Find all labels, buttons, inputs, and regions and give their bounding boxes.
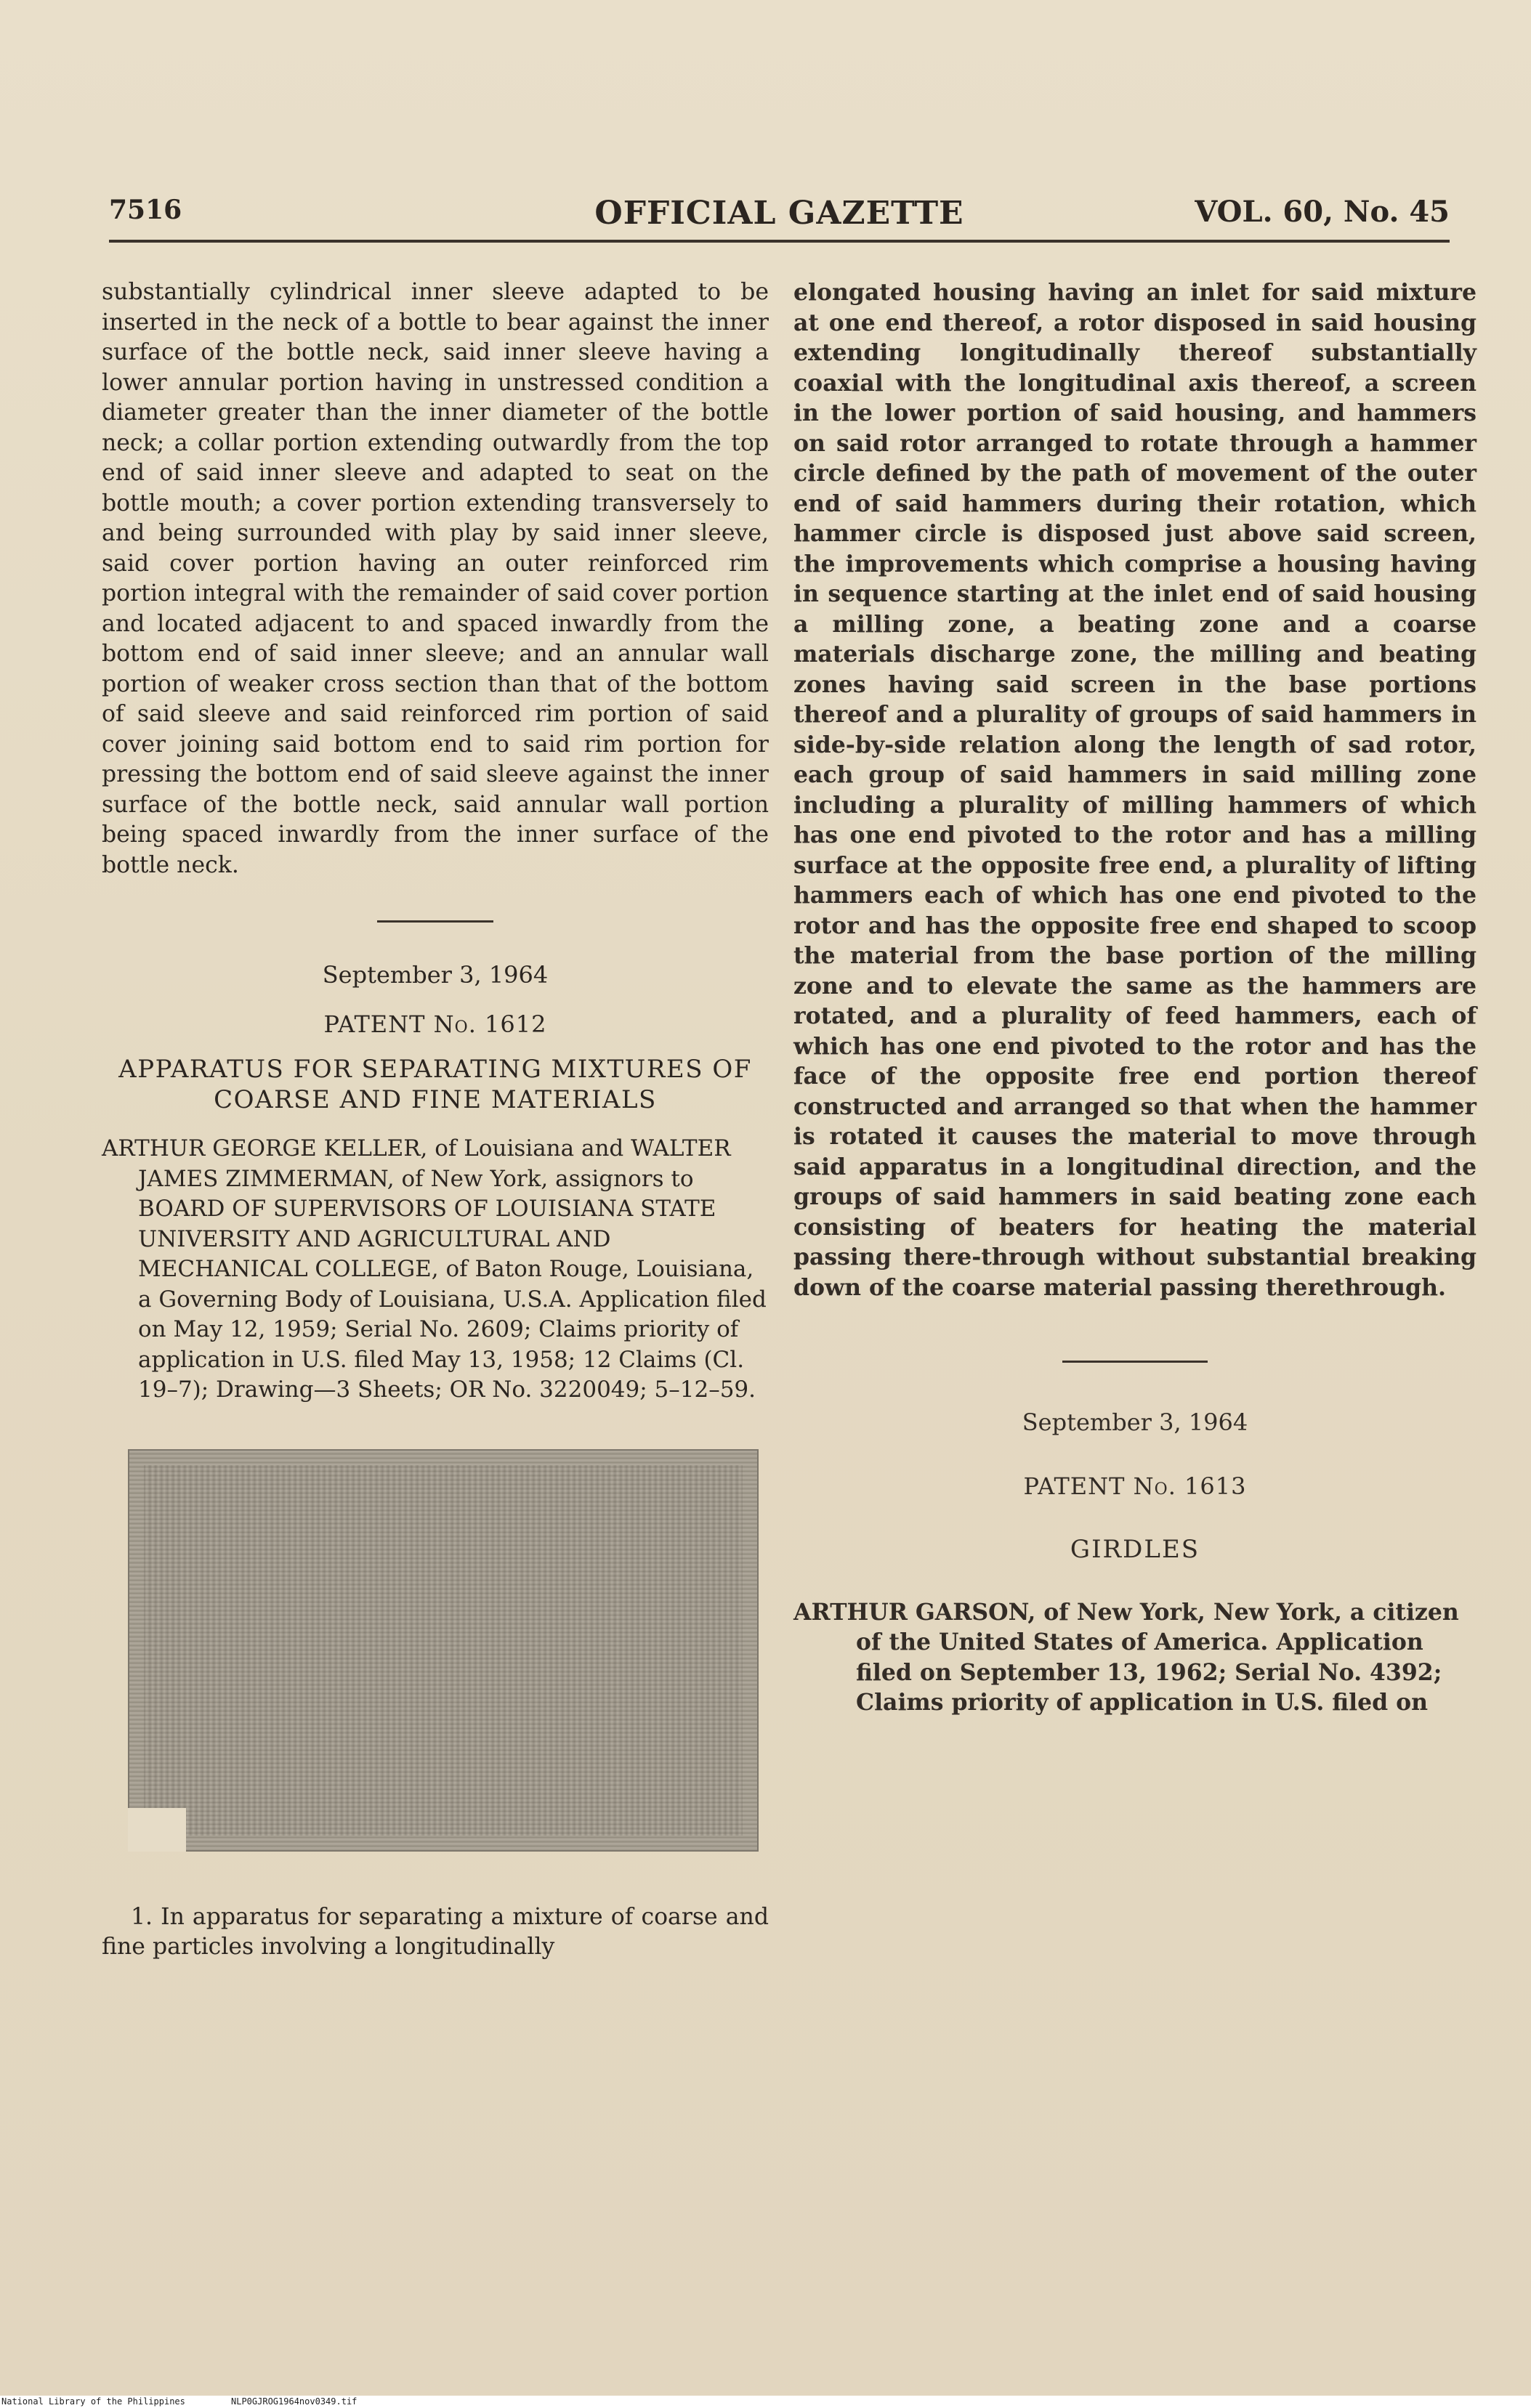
claim-start-text: 1. In apparatus for separating a mixture of coarse and fine particles involving a longitudinally: [102, 1903, 769, 1960]
header-rule: [109, 240, 1450, 243]
drawing-corner-cut: [128, 1808, 186, 1852]
footer-source: National Library of the Philippines: [1, 2396, 185, 2407]
section-divider: [1062, 1361, 1208, 1363]
left-column: [102, 277, 769, 1963]
patent-drawing-image: [128, 1449, 759, 1852]
page-header: [109, 195, 1450, 238]
patent-title: APPARATUS FOR SEPARATING MIXTURES OF COARSE AND FINE MATERIALS: [118, 1055, 752, 1114]
patent-date: September 3, 1964: [1022, 1408, 1248, 1436]
publication-title: OFFICIAL GAZETTE: [594, 195, 964, 232]
patent-title: GIRDLES: [1070, 1535, 1200, 1564]
patent-entry: ARTHUR GARSON, of New York, New York, a citizen of the United States of America. Application filed on September 13, 1962; Serial No. 4392; Claims priority of application in U.S. filed on: [793, 1598, 1459, 1716]
patent-entry: ARTHUR GEORGE KELLER, of Louisiana and WALTER JAMES ZIMMERMAN, of New York, assignors to BOARD OF SUPERVISORS OF LOUISIANA STATE UNIVERSITY AND AGRICULTURAL AND MECHANICAL COLLEGE, of Baton Rouge, Louisiana, a Governing Body of Louisiana, U.S.A. Application filed on May 12, 1959; Serial No. 2609; Claims priority of application in U.S. filed May 13, 1958; 12 Claims (Cl. 19–7); Drawing—3 Sheets; OR No. 3220049; 5–12–59.: [102, 1135, 767, 1403]
volume-number: VOL. 60, No. 45: [1195, 195, 1450, 229]
drawing-texture: [144, 1465, 743, 1836]
patent-number: PATENT No. 1613: [1023, 1472, 1247, 1500]
patent-date: September 3, 1964: [322, 961, 549, 989]
scan-footer: [0, 2396, 1531, 2408]
section-divider: [377, 920, 493, 923]
claim-continuation-text: substantially cylindrical inner sleeve adapted to be inserted in the neck of a bottle to bear against the inner surface of the bottle neck, said inner sleeve having a lower annular portion having in unstressed condition a diameter greater than the inner diameter of the bottle neck; a collar portion extending outwardly from the top end of said inner sleeve and adapted to seat on the bottle mouth; a cover portion extending transversely to and being surrounded with play by said inner sleeve, said cover portion having an outer reinforced rim portion integral with the remainder of said cover portion and located adjacent to and spaced inwardly from the bottom end of said inner sleeve; and an annular wall portion of weaker cross section than that of the bottom of said sleeve and said reinforced rim portion of said cover joining said bottom end to said rim portion for pressing the bottom end of said sleeve against the inner surface of the bottle neck, said annular wall portion being spaced inwardly from the inner surface of the bottle neck.: [102, 279, 769, 878]
footer-filename: NLP0GJROG1964nov0349.tif: [231, 2396, 357, 2407]
claim-continuation-text: elongated housing having an inlet for said mixture at one end thereof, a rotor disposed in said housing extending longitudinally thereof substantially coaxial with the longitudinal axis thereof, a screen in the lower portion of said housing, and hammers on said rotor arranged to rotate through a hammer circle defined by the path of movement of the outer end of said hammers during their rotation, which hammer circle is disposed just above said screen, the improvements which comprise a housing having in sequence starting at the inlet end of said housing a milling zone, a beating zone and a coarse materials discharge zone, the milling and beating zones having said screen in the base portions thereof and a plurality of groups of said hammers in side-by-side relation along the length of sad rotor, each group of said hammers in said milling zone including a plurality of milling hammers of which has one end pivoted to the rotor and has a milling surface at the opposite free end, a plurality of lifting hammers each of which has one end pivoted to the rotor and has the opposite free end shaped to scoop the material from the base portion of the milling zone and to elevate the same as the hammers are rotated, and a plurality of feed hammers, each of which has one end pivoted to the rotor and has the face of the opposite free end portion thereof constructed and arranged so that when the hammer is rotated it causes the material to move through said apparatus in a longitudinal direction, and the groups of said hammers in said beating zone each consisting of beaters for heating the material passing there-through without substantial breaking down of the coarse material passing therethrough.: [793, 279, 1477, 1301]
page-number: 7516: [109, 195, 182, 225]
patent-number: PATENT No. 1612: [323, 1010, 547, 1038]
right-column: [793, 277, 1477, 1718]
